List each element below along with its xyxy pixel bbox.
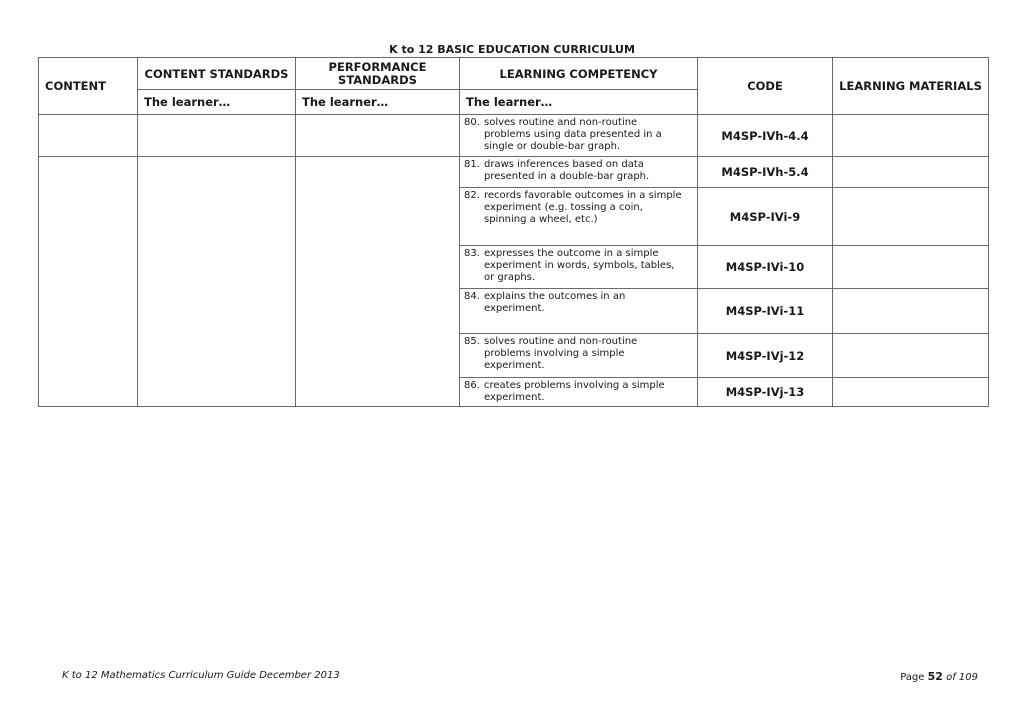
competency-number: 82.: [464, 190, 480, 201]
code-cell: M4SP-IVj-13: [698, 378, 833, 407]
competency-cell: [460, 289, 698, 334]
competency-number: 86.: [464, 380, 480, 391]
competency-text: solves routine and non-routine problems involving a simple experiment.: [484, 336, 638, 371]
competency-text: explains the outcomes in an experiment.: [484, 291, 626, 314]
footer-page-total: of 109: [946, 672, 978, 683]
document-title: K to 12 BASIC EDUCATION CURRICULUM: [389, 43, 635, 56]
competency-number: 83.: [464, 248, 480, 259]
competency-text: draws inferences based on data presented in a double-bar graph.: [484, 159, 650, 182]
curriculum-table: [38, 57, 989, 407]
competency-number: 80.: [464, 117, 480, 128]
competency-cell: [460, 334, 698, 378]
materials-cell: [833, 289, 989, 334]
competency-cell: [460, 246, 698, 289]
header-content-standards: CONTENT STANDARDS: [138, 58, 296, 90]
materials-cell: [833, 246, 989, 289]
competency-cell: [460, 157, 698, 188]
code-cell: M4SP-IVi-11: [698, 289, 833, 334]
header-learning-materials: LEARNING MATERIALS: [833, 58, 989, 115]
table-row: [39, 115, 989, 157]
competency-cell: [460, 188, 698, 246]
competency-number: 84.: [464, 291, 480, 302]
competency-number: 85.: [464, 336, 480, 347]
footer-page-indicator: [900, 670, 978, 683]
header-code: CODE: [698, 58, 833, 115]
code-cell: M4SP-IVh-5.4: [698, 157, 833, 188]
code-cell: M4SP-IVh-4.4: [698, 115, 833, 157]
code-cell: M4SP-IVj-12: [698, 334, 833, 378]
competency-cell: [460, 378, 698, 407]
learner-label-learning-competency: The learner…: [460, 90, 698, 115]
footer-page-number: 52: [927, 670, 943, 683]
competency-text: expresses the outcome in a simple experiment in words, symbols, tables, or graphs.: [484, 248, 675, 283]
competency-cell: [460, 115, 698, 157]
competency-text: solves routine and non-routine problems using data presented in a single or double-bar graph.: [484, 117, 662, 152]
materials-cell: [833, 115, 989, 157]
competency-number: 81.: [464, 159, 480, 170]
materials-cell: [833, 157, 989, 188]
footer-guide-title: K to 12 Mathematics Curriculum Guide December 2013: [62, 670, 340, 681]
performance-standards-cell: [296, 157, 460, 407]
learner-label-performance-standards: The learner…: [296, 90, 460, 115]
header-performance-standards: PERFORMANCE STANDARDS: [296, 58, 460, 90]
table-row: [39, 157, 989, 188]
competency-text: creates problems involving a simple experiment.: [484, 380, 665, 403]
materials-cell: [833, 334, 989, 378]
header-content: CONTENT: [39, 58, 138, 115]
content-standards-cell: [138, 115, 296, 157]
content-cell: [39, 157, 138, 407]
header-learning-competency: LEARNING COMPETENCY: [460, 58, 698, 90]
performance-standards-cell: [296, 115, 460, 157]
content-standards-cell: [138, 157, 296, 407]
learner-label-content-standards: The learner…: [138, 90, 296, 115]
footer-page-label: Page: [900, 672, 925, 683]
code-cell: M4SP-IVi-10: [698, 246, 833, 289]
competency-text: records favorable outcomes in a simple experiment (e.g. tossing a coin, spinning a wheel, etc.): [484, 190, 682, 225]
content-cell: [39, 115, 138, 157]
materials-cell: [833, 188, 989, 246]
code-cell: M4SP-IVi-9: [698, 188, 833, 246]
materials-cell: [833, 378, 989, 407]
